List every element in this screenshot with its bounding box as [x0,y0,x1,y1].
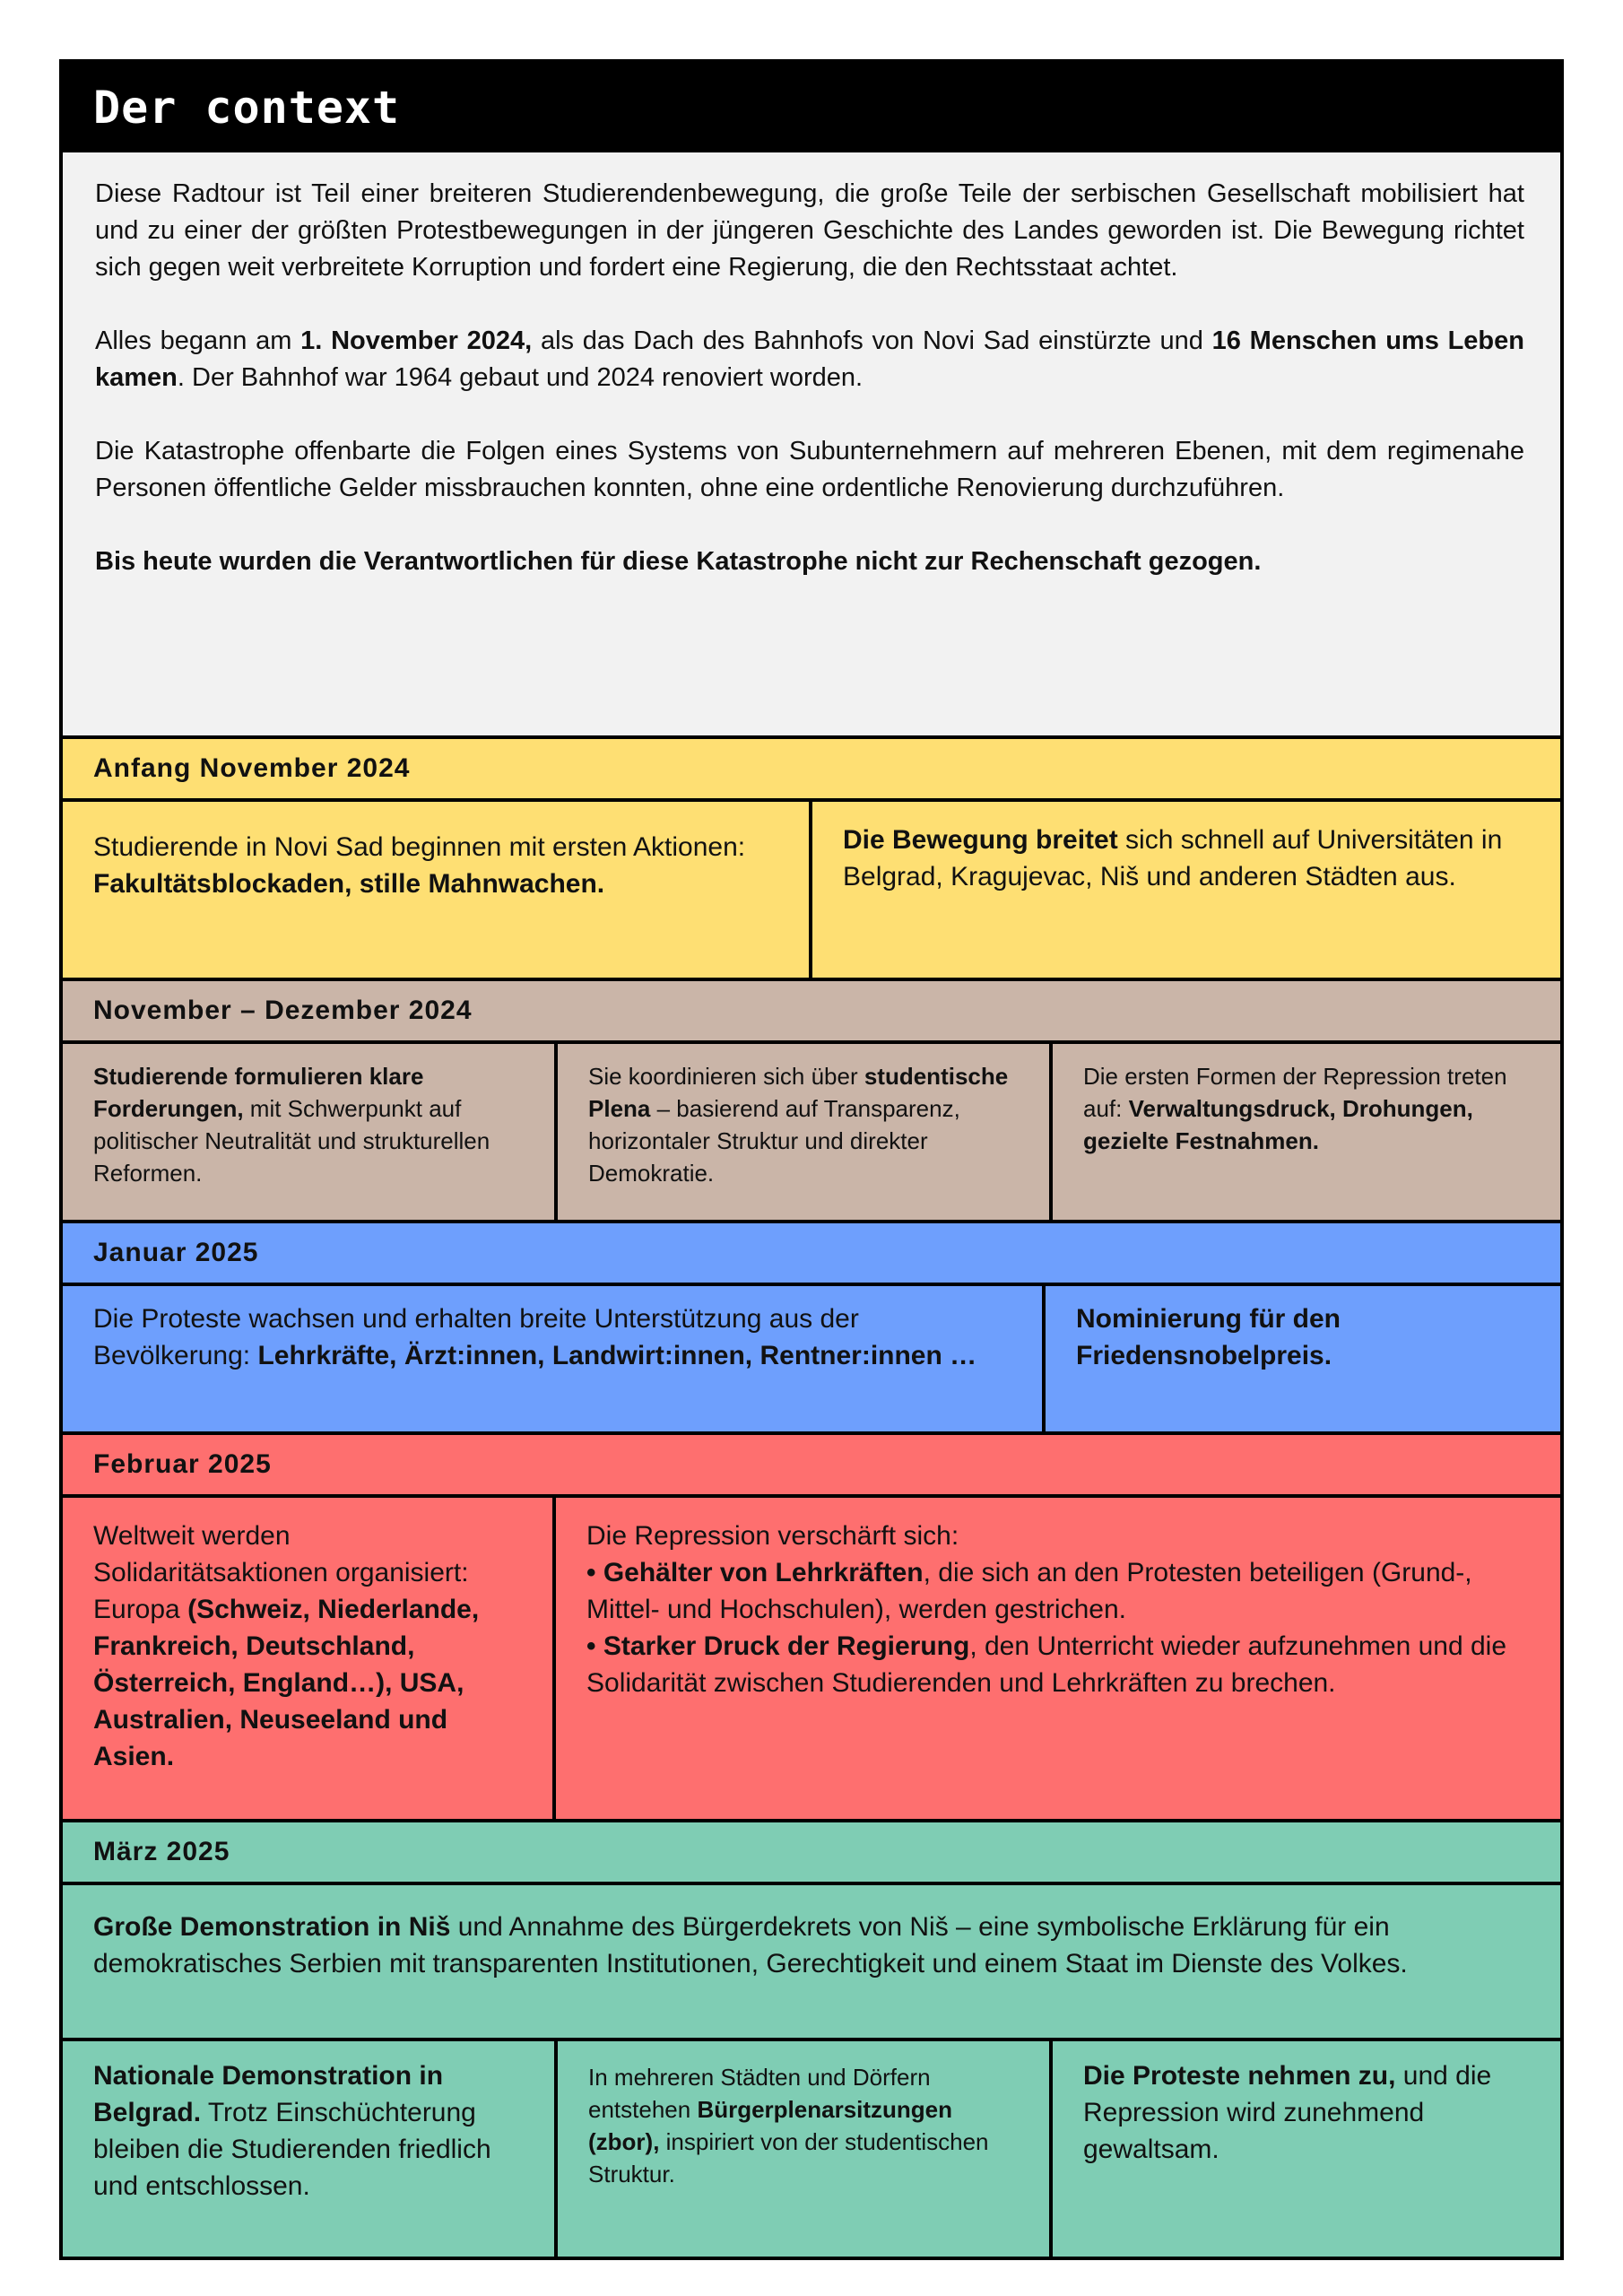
timeline-cell [1049,2041,1560,2257]
text-run: Die Katastrophe offenbarte die Folgen eines Systems von Subunternehmern auf mehreren Ebenen, mit dem regimenahe Personen öffentliche Gelder missbrauchen konnten, ohne eine ordentliche Renovierung durchzuführen. [95,437,1524,502]
bold-text: studentische Plena [588,1063,1009,1122]
bold-text: Bis heute wurden die Verantwortlichen für diese Katastrophe nicht zur Rechenschaft gezogen. [95,547,1262,576]
text-run: . Der Bahnhof war 1964 gebaut und 2024 renoviert worden. [177,363,864,392]
section-row-maerz-2025-1 [63,1885,1560,2041]
timeline-cell [63,1044,554,1220]
bold-text: (Schweiz, Niederlande, Frankreich, Deutschland, Österreich, England…), USA, Australien, Neuseeland und Asien. [93,1595,480,1771]
bold-text: Bürgerplenarsitzungen (zbor), [588,2096,953,2155]
section-row-maerz-2025-2 [63,2041,1560,2257]
section-row-november-dezember-2024-1 [63,1044,1560,1223]
section-header-november-dezember-2024: November – Dezember 2024 [63,981,1560,1044]
bold-text: 16 Menschen ums Leben kamen [95,326,1524,392]
bold-text: Fakultätsblockaden, stille Mahnwachen. [93,869,605,899]
bold-text: Die Bewegung breitet [843,825,1118,855]
text-run: Die ersten Formen der Repression treten auf: [1083,1063,1507,1122]
intro-text-block [63,152,1560,739]
text-run: , den Unterricht wieder aufzunehmen und die Solidarität zwischen Studierenden und Lehrkräften zu brechen. [586,1631,1507,1698]
timeline-cell [554,2041,1049,2257]
text-run: Studierende in Novi Sad beginnen mit ersten Aktionen: [93,832,746,862]
timeline-cell [63,1286,1042,1431]
text-run: und die Repression wird zunehmend gewaltsam. [1083,2061,1492,2164]
text-run: Trotz Einschüchterung bleiben die Studierenden friedlich und entschlossen. [93,2098,491,2201]
text-run: als das Dach des Bahnhofs von Novi Sad einstürzte und [532,326,1212,355]
bold-text: Große Demonstration in Niš [93,1912,451,1942]
bold-text: Nationale Demonstration in Belgrad. [93,2061,444,2127]
timeline-cell [554,1044,1049,1220]
intro-paragraph-1 [95,176,1524,286]
text-run: Die Proteste wachsen und erhalten breite Unterstützung aus der Bevölkerung: [93,1304,859,1370]
title-bar [63,63,1560,152]
section-header-maerz-2025: März 2025 [63,1822,1560,1885]
timeline-cell [63,802,809,978]
timeline [63,739,1560,2257]
bold-text: • Gehälter von Lehrkräften [586,1558,924,1587]
text-run: und Annahme des Bürgerdekrets von Niš – eine symbolische Erklärung für ein demokratisches Serbien mit transparenten Institutionen, Gerechtigkeit und einem Staat im Dienste des Volkes. [93,1912,1408,1979]
section-header-januar-2025: Januar 2025 [63,1223,1560,1286]
text-run: In mehreren Städten und Dörfern entstehen [588,2064,931,2123]
text-run: Die Repression verschärft sich: [586,1521,959,1551]
section-row-januar-2025-1 [63,1286,1560,1435]
section-row-februar-2025-1 [63,1498,1560,1822]
bold-text: • Starker Druck der Regierung [586,1631,970,1661]
text-run: , die sich an den Protesten beteiligen (Grund-, Mittel- und Hochschulen), werden gestrichen. [586,1558,1472,1624]
timeline-cell [1049,1044,1560,1220]
timeline-cell [1042,1286,1560,1431]
text-run: Alles begann am [95,326,301,355]
timeline-cell [809,802,1560,978]
timeline-cell [63,1885,1560,2038]
bold-text: Die Proteste nehmen zu, [1083,2061,1396,2091]
text-run: Weltweit werden Solidaritätsaktionen organisiert: Europa [93,1521,469,1624]
bold-text: Nominierung für den Friedensnobelpreis. [1076,1304,1341,1370]
intro-paragraph-3 [95,433,1524,507]
bold-text: Studierende formulieren klare Forderungen, [93,1063,424,1122]
page-title: Der context [93,82,401,134]
intro-paragraph-4 [95,544,1524,580]
intro-paragraph-2 [95,323,1524,396]
text-run: sich schnell auf Universitäten in Belgrad, Kragujevac, Niš und anderen Städten aus. [843,825,1503,891]
section-header-anfang-november-2024: Anfang November 2024 [63,739,1560,802]
text-run: – basierend auf Transparenz, horizontaler Struktur und direkter Demokratie. [588,1095,960,1187]
bold-text: 1. November 2024, [300,326,533,355]
text-run: mit Schwerpunkt auf politischer Neutralität und strukturellen Reformen. [93,1095,490,1187]
bold-text: Lehrkräfte, Ärzt:innen, Landwirt:innen, Rentner:innen … [257,1341,977,1370]
text-run: Diese Radtour ist Teil einer breiteren Studierendenbewegung, die große Teile der serbischen Gesellschaft mobilisiert hat und zu einer der größten Protestbewegungen in der jüngeren Geschichte des Landes geworden ist. Die Bewegung richtet sich gegen weit verbreitete Korruption und fordert eine Regierung, die den Rechtsstaat achtet. [95,179,1524,282]
timeline-cell [63,2041,554,2257]
timeline-cell [552,1498,1560,1819]
text-run: inspiriert von der studentischen Struktur. [588,2128,989,2187]
context-document [59,59,1564,2260]
timeline-cell [63,1498,552,1819]
section-row-anfang-november-2024-1 [63,802,1560,981]
bold-text: Verwaltungsdruck, Drohungen, gezielte Festnahmen. [1083,1095,1473,1154]
text-run: Sie koordinieren sich über [588,1063,864,1090]
section-header-februar-2025: Februar 2025 [63,1435,1560,1498]
